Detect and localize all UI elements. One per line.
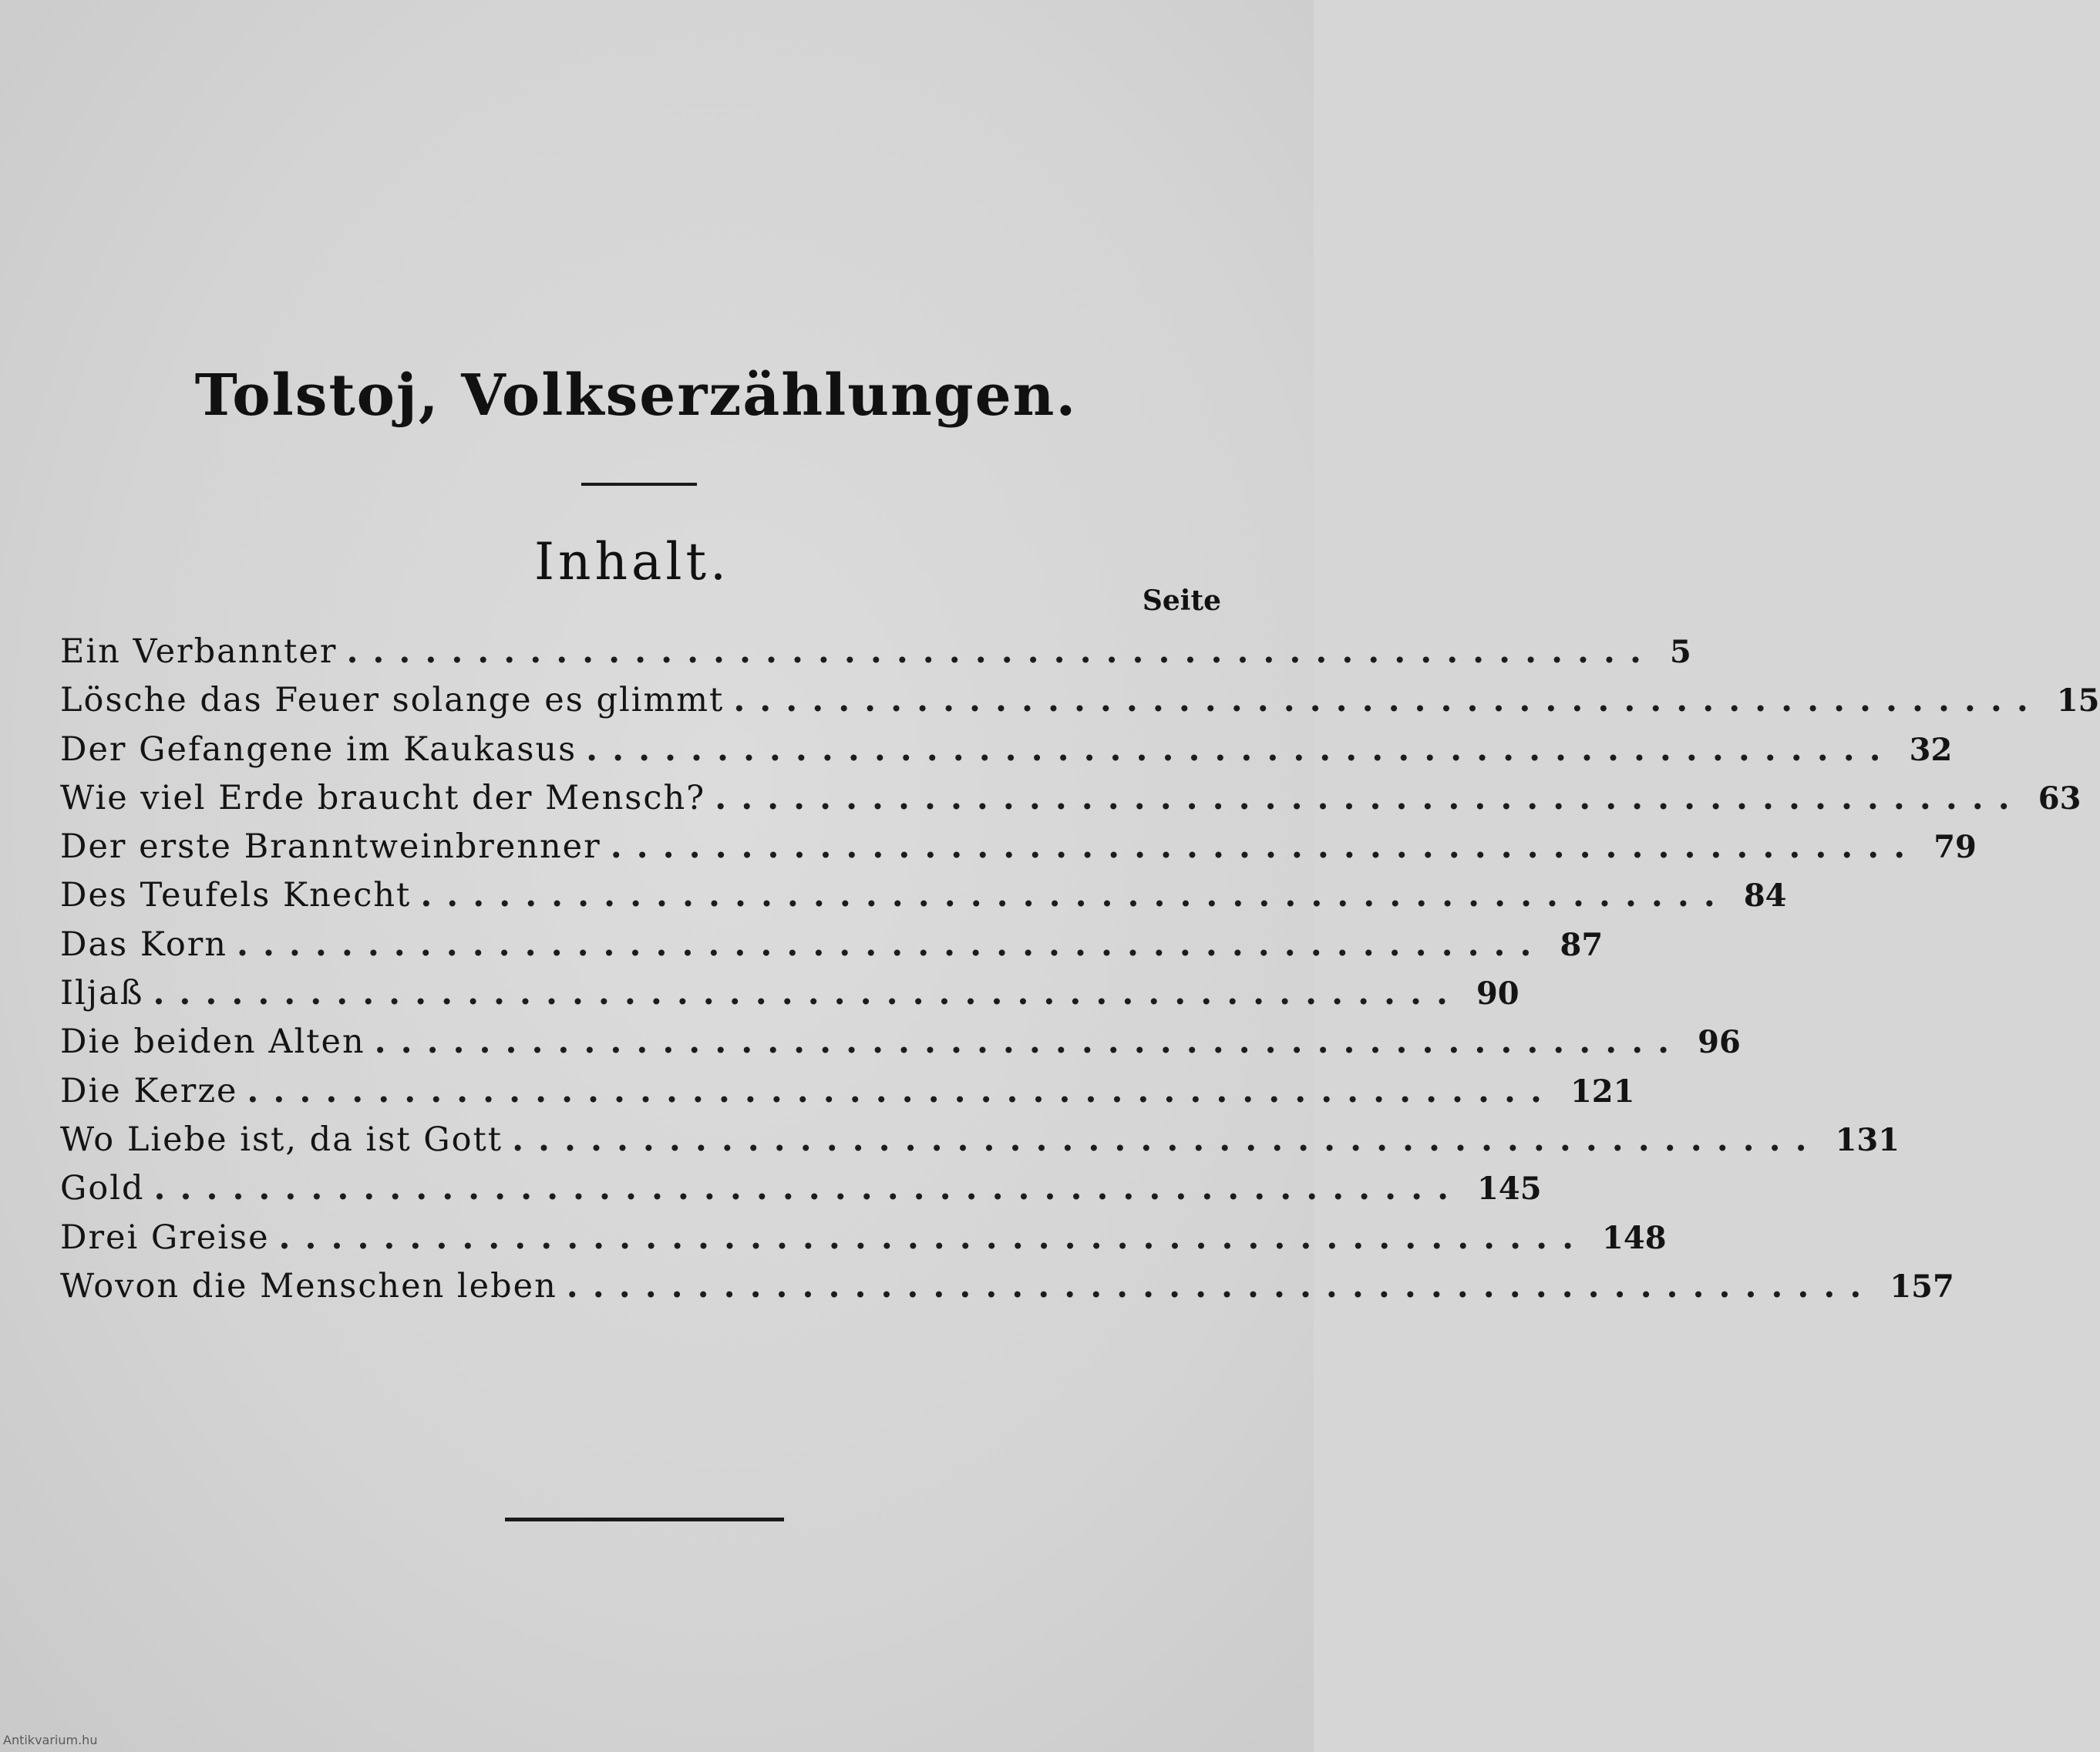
dot-leader: .................................................. [153, 1169, 1464, 1208]
dot-leader: .................................................. [733, 681, 2043, 720]
toc-entry-page: 157 [1890, 1268, 1954, 1305]
toc-entry-title: Der Gefangene im Kaukasus [60, 729, 577, 769]
dot-leader: .................................................. [566, 1266, 1876, 1306]
table-of-contents [60, 632, 2100, 1316]
toc-entry [60, 827, 1977, 876]
toc-entry-title: Lösche das Feuer solange es glimmt [60, 681, 725, 720]
toc-entry-page: 84 [1743, 878, 1787, 915]
toc-entry [60, 925, 1604, 974]
toc-entry-title: Drei Greise [60, 1218, 270, 1257]
toc-entry [60, 1023, 1741, 1071]
dot-leader: .................................................. [420, 876, 1730, 915]
toc-entry-page: 148 [1602, 1219, 1667, 1256]
toc-entry-page: 15 [2056, 682, 2100, 719]
dot-leader: .................................................. [278, 1218, 1589, 1257]
toc-entry-title: Die beiden Alten [60, 1023, 365, 1062]
toc-entry [60, 681, 2100, 729]
contents-heading: Inhalt. [533, 532, 731, 591]
toc-entry-title: Die Kerze [60, 1071, 238, 1110]
toc-entry-title: Iljaß [60, 974, 144, 1013]
toc-entry [60, 876, 1787, 925]
page-column-label: Seite [1142, 585, 1221, 617]
toc-entry [60, 1169, 1542, 1218]
toc-entry [60, 974, 1519, 1023]
toc-entry [60, 1266, 1954, 1316]
toc-entry-title: Das Korn [60, 925, 227, 964]
toc-entry-page: 79 [1933, 829, 1977, 866]
dot-leader: .................................................. [610, 827, 1920, 867]
toc-entry-page: 63 [2038, 780, 2081, 817]
book-title: Tolstoj, Volkserzählungen. [194, 362, 1078, 429]
toc-entry-title: Wo Liebe ist, da ist Gott [60, 1120, 503, 1159]
toc-entry-title: Ein Verbannter [60, 632, 338, 671]
toc-entry-page: 87 [1560, 926, 1604, 963]
dot-leader: .................................................. [715, 778, 2024, 817]
toc-entry [60, 729, 1953, 779]
toc-entry-page: 121 [1570, 1073, 1635, 1110]
toc-entry-title: Der erste Branntweinbrenner [60, 827, 601, 867]
dot-leader: .................................................. [512, 1120, 1822, 1159]
toc-entry-page: 90 [1476, 975, 1519, 1012]
closing-divider [505, 1518, 784, 1521]
toc-entry-title: Des Teufels Knecht [60, 876, 412, 915]
toc-entry-page: 145 [1477, 1171, 1542, 1208]
toc-entry [60, 1120, 1900, 1169]
toc-entry-page: 32 [1909, 731, 1953, 768]
toc-entry [60, 632, 1691, 681]
dot-leader: .................................................. [374, 1023, 1684, 1062]
toc-entry [60, 1218, 1667, 1267]
toc-entry-page: 131 [1835, 1121, 1900, 1158]
dot-leader: .................................................. [153, 974, 1462, 1013]
dot-leader: .................................................. [247, 1071, 1556, 1110]
toc-entry [60, 1071, 1635, 1120]
dot-leader: .................................................. [236, 925, 1546, 964]
toc-entry-title: Wovon die Menschen leben [60, 1266, 557, 1306]
dot-leader: .................................................. [586, 729, 1896, 769]
toc-entry-title: Wie viel Erde braucht der Mensch? [60, 778, 706, 817]
toc-entry [60, 778, 2081, 827]
toc-entry-page: 5 [1669, 634, 1691, 670]
toc-entry-page: 96 [1698, 1024, 1741, 1061]
watermark: Antikvarium.hu [3, 1733, 98, 1747]
dot-leader: .................................................. [346, 632, 1656, 671]
toc-entry-title: Gold [60, 1169, 145, 1208]
title-divider [581, 483, 697, 486]
